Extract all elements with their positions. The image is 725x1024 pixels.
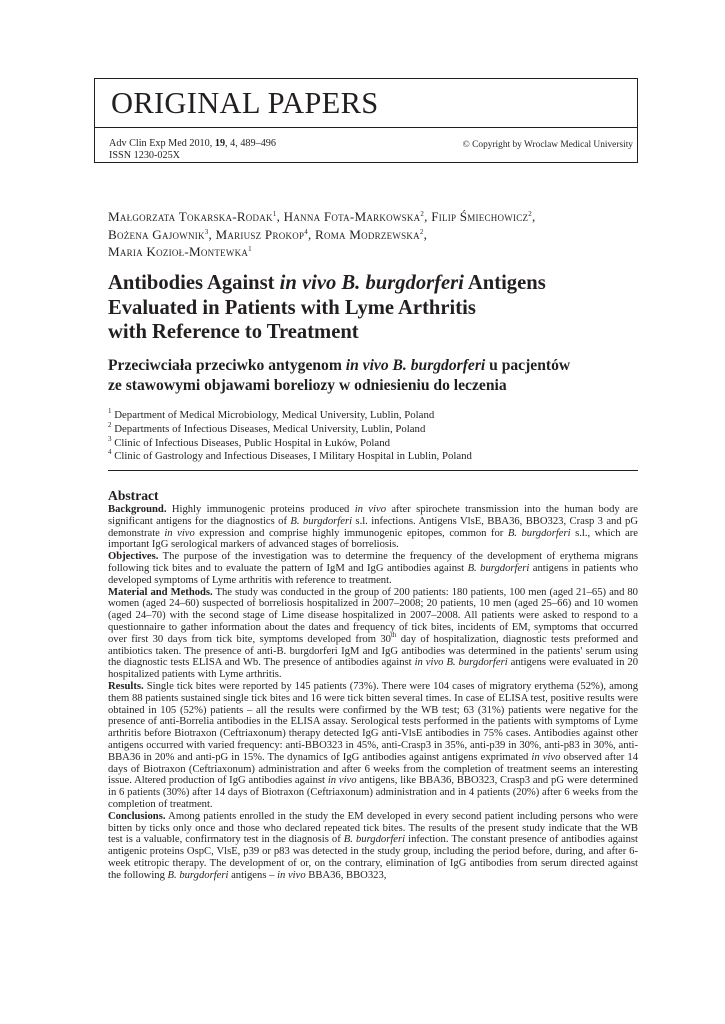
abstract-background: Background. Highly immunogenic proteins produced in vivo after spirochete transmission into the human body are significant antigens for the diagnostics of B. burgdorferi s.l. infections. Antigens VlsE, BBA36, BBO323, Crasp 3 and pG demonstrate in vivo expression and comprise highly immunogenic epitopes, common for B. burgdorferi s.l., which are important IgG serological markers of advanced stages of borreliosis.: [108, 504, 639, 551]
abstract-body: [108, 504, 638, 882]
abstract-results: Results. Single tick bites were reported by 145 patients (73%). There were 104 cases of migratory erythema (52%), among them 88 patients sustained single tick bites and 16 were tick bitten several times. In case of ELISA test, positive results were obtained in 105 (52%) patients – all the results were confirmed by the WB test; 63 (31%) patients were negative for the presence of anti-Borrelia antibodies in the ELISA assay. Serological tests performed in the patients with symptoms of Lyme arthritis before Biotraxon (Ceftriaxonum) therapy detected IgG anti-VlsE antibodies in 75% cases. Antibodies against other antigens occurred with varied frequency: anti-BBO323 in 45%, anti-Crasp3 in 35%, anti-p39 in 30%, anti-p83 in 30%, anti-BBA36 in 20% and anti-pG in 15%. The dynamics of IgG antibodies against antigens exprimated in vivo observed after 14 days of Biotraxon (Ceftriaxonum) administration and after 6 weeks from the completion of treatment seems an interesting issue. Altered production of IgG antibodies against in vivo antigens, like BBA36, BBO323, Crasp3 and pG were determined in 6 patients (30%) after 14 days of Biotraxon (Ceftriaxonum) administration and in 4 patients (20%) after 6 weeks from the completion of treatment.: [108, 680, 639, 810]
paper-title-polish: Przeciwciała przeciwko antygenom in vivo B. burgdorferi u pacjentów ze stawowymi objawami boreliozy w odniesieniu do leczenia: [108, 357, 571, 394]
copyright: © Copyright by Wroclaw Medical University: [462, 140, 633, 150]
affiliation: $^1$ Department of Medical Microbiology, Medical University, Lublin, Poland: [108, 407, 435, 421]
citation: Adv Clin Exp Med 2010, 19, 4, 489–496: [109, 138, 276, 149]
affiliation: $^2$ Departments of Infectious Diseases, Medical University, Lublin, Poland: [108, 420, 426, 435]
abstract-heading: Abstract: [108, 488, 159, 503]
affiliation: $^3$ Clinic of Infectious Diseases, Public Hospital in Łuków, Poland: [108, 434, 390, 449]
abstract-conclusions: Conclusions. Among patients enrolled in the study the EM developed in every second patient including persons who were bitten by ticks only once and those who declared repeated tick bites. The results of the present study indicate that the WB test is a valuable, confirmatory test in the diagnosis of B. burgdorferi infection. The constant presence of antibodies against antigenic proteins OspC, VlsE, p39 or p83 was detected in the study group, including the period before, during, and after 6-week etitropic therapy. The development of or, on the contrary, elimination of IgG antibodies from serum directed against the following B. burgdorferi antigens – in vivo BBA36, BBO323,: [108, 810, 638, 881]
journal-meta: [94, 127, 638, 163]
author-list: [108, 208, 648, 261]
author-line: Małgorzata Tokarska-Rodak$^1$, Hanna Fota-Markowska$^2$, Filip Śmiechowicz$^2$,: [108, 209, 536, 224]
section-banner: [94, 78, 638, 128]
section-title: ORIGINAL PAPERS: [111, 86, 379, 120]
paper-title: Antibodies Against in vivo B. burgdorferi Antigens Evaluated in Patients with Lyme Arthritis with Reference to Treatment: [108, 272, 546, 343]
affiliation: $^4$ Clinic of Gastrology and Infectious Diseases, I Military Hospital in Lublin, Poland: [108, 448, 472, 463]
issn: ISSN 1230-025X: [109, 150, 181, 161]
author-line: Bożena Gajownik$^3$, Mariusz Prokop$^4$, Roma Modrzewska$^2$,: [108, 226, 428, 242]
abstract-objectives: Objectives. The purpose of the investigation was to determine the frequency of the development of erythema migrans following tick bites and to evaluate the pattern of IgM and IgG antibodies against B. burgdorferi antigens in patients who developed symptoms of Lyme arthritis with reference to treatment.: [108, 551, 638, 586]
divider: [108, 470, 638, 471]
abstract-methods: Material and Methods. The study was conducted in the group of 200 patients: 180 patients, 100 men (aged 21–65) and 80 women (aged 24–60) suspected of borreliosis hospitalized in 2007–2008; 20 patients, 10 men (aged 25–66) and 10 women (aged 24–70) with the second stage of Lime disease hospitalized in 2007–2008. All patients were asked to respond to a questionnaire to gather information about the dates and frequency of tick bites, incidents of EM, symptoms that occurred over first 30 days from tick bite, symptoms developed from 30th day of hospitalization, diagnostic tests preformed and antibiotics taken. The presence of anti-B. burgdorferi IgM and IgG antibodies was determined in the patients' serum using the diagnostic tests ELISA and Wb. The presence of antibodies against in vivo B. burgdorferi antigens were evaluated in 20 hospitalized patients with Lyme arthritis.: [108, 586, 639, 681]
author-line: Maria Kozioł-Montewka$^1$: [108, 244, 252, 259]
affiliations: [108, 409, 648, 464]
